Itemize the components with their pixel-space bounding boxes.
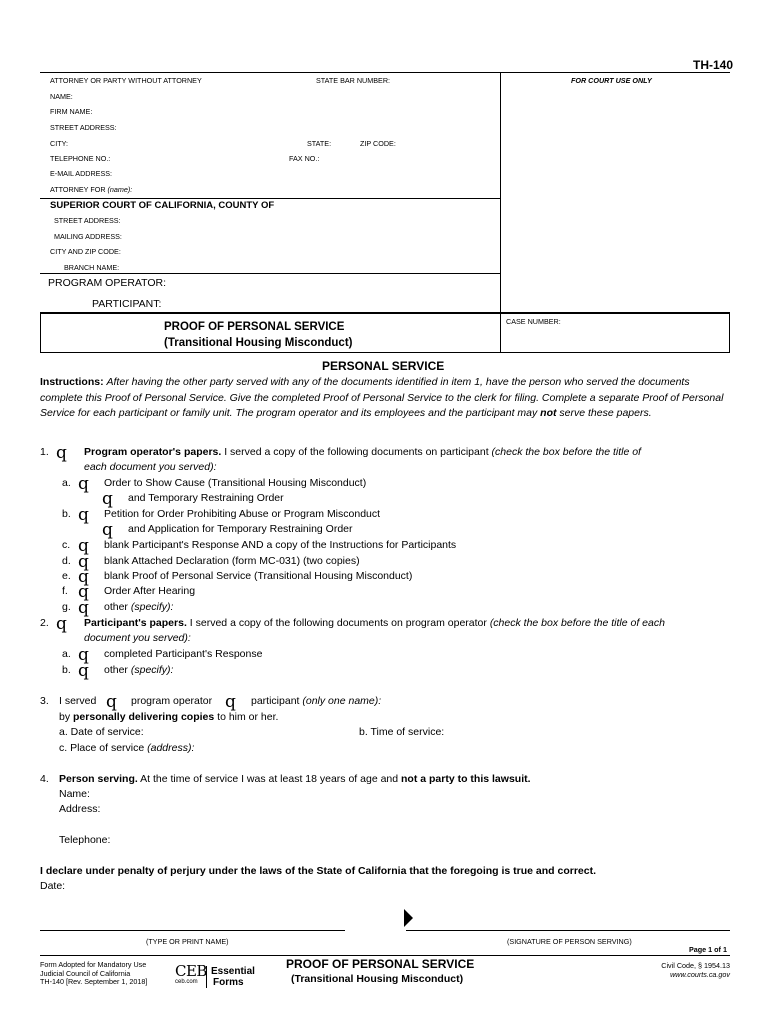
street-address-label[interactable]: STREET ADDRESS: [50,123,117,132]
item1b2-checkbox[interactable]: q [102,520,113,540]
firm-name-label[interactable]: FIRM NAME: [50,107,93,116]
header-top-border [40,72,730,73]
item4-text: At the time of service I was at least 18 years of age and [140,773,399,785]
item2-title: Participant's papers. [84,617,187,629]
item3-delivery-line [59,711,278,723]
item1d-text: blank Attached Declaration (form MC-031) (two copies) [104,555,360,567]
instructions-text: After having the other party served with any of the documents identified in item 1, have the person who served the documents complete this Proof of Personal Service. Give the completed Proof of Personal Service to the clerk for filing. Complete a separate Proof of Personal Service for each participant or family unit. The program operator and its employees and the participant may [40,376,724,419]
program-operator-label[interactable]: PROGRAM OPERATOR: [48,277,167,289]
footer-title: PROOF OF PERSONAL SERVICE [286,957,475,971]
item1e-text: blank Proof of Personal Service (Transitional Housing Misconduct) [104,570,413,582]
signature-line[interactable] [406,930,730,931]
footer-url[interactable]: www.courts.ca.gov [670,970,730,979]
item2-note-line2: document you served): [84,632,191,644]
footer-adoption [40,961,147,987]
item3-time-label[interactable]: b. Time of service: [359,726,445,738]
item1-number: 1. [40,446,49,458]
item3-participant-checkbox[interactable]: q [225,692,236,712]
footer-rule [40,955,730,956]
caption-subtitle: (Transitional Housing Misconduct) [164,337,353,349]
caption-right-border [729,312,730,353]
item3-place-note: (address): [147,742,195,754]
item3-place-line[interactable] [59,742,194,754]
instructions-not: not [540,407,557,419]
item3-operator-label: program operator [131,695,213,707]
footer-subtitle: (Transitional Housing Misconduct) [291,973,464,985]
item4-number: 4. [40,773,49,785]
item1a-checkbox[interactable]: q [78,474,89,494]
item3-place-label: c. Place of service [59,742,145,754]
item4-telephone-label[interactable]: Telephone: [59,834,111,846]
form-id: TH-140 [693,58,734,72]
item1e-checkbox[interactable]: q [78,567,89,587]
logo-divider [206,966,207,988]
type-name-label: (TYPE OR PRINT NAME) [146,937,229,946]
court-use-label: FOR COURT USE ONLY [571,76,652,85]
case-number-label[interactable]: CASE NUMBER: [506,317,561,326]
item2b-text: other [104,664,128,676]
zip-code-label[interactable]: ZIP CODE: [360,139,396,148]
participant-label[interactable]: PARTICIPANT: [92,298,162,310]
item1a-letter: a. [62,477,71,489]
item1b2-text: and Application for Temporary Restraining Order [128,523,353,535]
essential-forms-line1: Essential [211,966,255,977]
caption-title: PROOF OF PERSONAL SERVICE [164,321,345,333]
date-label[interactable]: Date: [40,880,66,892]
item3-participant-label: participant [251,695,300,707]
attorney-for-name-note: (name): [107,185,133,194]
item1a2-checkbox[interactable]: q [102,489,113,509]
essential-forms-line2: Forms [213,977,244,988]
item4-title: Person serving. [59,773,138,785]
declaration: I declare under penalty of perjury under the laws of the State of California that the foregoing is true and correct. [40,865,597,877]
item2a-text: completed Participant's Response [104,648,263,660]
item1-text: I served a copy of the following documents on participant [224,446,489,458]
item1a-text: Order to Show Cause (Transitional Housing Misconduct) [104,477,367,489]
item1b-checkbox[interactable]: q [78,505,89,525]
item1a2-text: and Temporary Restraining Order [128,492,284,504]
signature-arrow-icon [404,909,413,927]
item2b-line [104,664,173,676]
fax-label[interactable]: FAX NO.: [289,154,320,163]
city-label[interactable]: CITY: [50,139,68,148]
footer-adopted-line2: Judicial Council of California [40,968,131,978]
item1b-text: Petition for Order Prohibiting Abuse or Program Misconduct [104,508,381,520]
item1c-text: blank Participant's Response AND a copy of the Instructions for Participants [104,539,457,551]
item1g-letter: g. [62,601,71,613]
item3-operator-checkbox[interactable]: q [106,692,117,712]
item1f-text: Order After Hearing [104,585,196,597]
attorney-label: ATTORNEY OR PARTY WITHOUT ATTORNEY [50,76,202,85]
item2-text: I served a copy of the following documents on program operator [189,617,487,629]
item3-delivering: personally delivering copies [73,711,215,723]
email-label[interactable]: E-MAIL ADDRESS: [50,169,113,178]
name-label[interactable]: NAME: [50,92,73,101]
caption-border [40,312,730,314]
signature-label: (SIGNATURE OF PERSON SERVING) [507,937,632,946]
item4-address-label[interactable]: Address: [59,803,101,815]
item1g-line [104,601,173,613]
instructions-label: Instructions: [40,376,104,388]
item2a-checkbox[interactable]: q [78,645,89,665]
ceb-url: ceb.com [175,979,198,985]
item2-number: 2. [40,617,49,629]
telephone-label[interactable]: TELEPHONE NO.: [50,154,111,163]
court-street-label[interactable]: STREET ADDRESS: [54,216,121,225]
caption-bottom-border [40,352,730,353]
item4-line [59,773,531,785]
instructions-text-end: serve these papers. [559,407,652,419]
court-section-border [40,198,500,199]
item1d-letter: d. [62,555,71,567]
section-title: PERSONAL SERVICE [322,359,445,373]
attorney-for-label[interactable] [50,185,132,194]
print-name-line[interactable] [40,930,345,931]
item3-number: 3. [40,695,49,707]
item1c-checkbox[interactable]: q [78,536,89,556]
item1d-checkbox[interactable]: q [78,552,89,572]
footer-code: Civil Code, § 1954.13 [661,961,730,970]
court-title: SUPERIOR COURT OF CALIFORNIA, COUNTY OF [50,200,275,211]
item2b-letter: b. [62,664,71,676]
item1g-checkbox[interactable]: q [78,598,89,618]
item2b-note[interactable]: (specify): [130,664,174,676]
item3-by: by [59,711,71,723]
item3-served: I served [59,695,97,707]
item2a-letter: a. [62,648,71,660]
essential-forms-logo [211,966,255,988]
court-city-zip-label[interactable]: CITY AND ZIP CODE: [50,247,121,256]
item1c-letter: c. [62,539,71,551]
item4-name-label[interactable]: Name: [59,788,90,800]
item1f-letter: f. [62,585,68,597]
state-label[interactable]: STATE: [307,139,332,148]
court-use-divider [500,72,501,353]
instructions [40,375,728,422]
caption-left-border [40,312,41,353]
item2-note: (check the box before the title of each [489,617,665,629]
parties-border [40,273,500,274]
court-branch-label[interactable]: BRANCH NAME: [64,263,120,272]
item4-not-party: not a party to this lawsuit. [401,773,531,785]
item1f-checkbox[interactable]: q [78,582,89,602]
item1-title: Program operator's papers. [84,446,222,458]
item1-checkbox[interactable]: q [56,443,67,463]
item2b-checkbox[interactable]: q [78,661,89,681]
item1-heading [84,446,641,458]
court-mailing-label[interactable]: MAILING ADDRESS: [54,232,122,241]
item3-one-name[interactable]: (only one name): [302,695,382,707]
item1-note: (check the box before the title of [491,446,641,458]
item3-date-label[interactable]: a. Date of service: [59,726,144,738]
footer-adopted-line1: Form Adopted for Mandatory Use [40,960,147,969]
item1e-letter: e. [62,570,71,582]
attorney-for-text: ATTORNEY FOR [50,185,106,194]
item2-heading [84,617,665,629]
item1b-letter: b. [62,508,71,520]
item3-to-him: to him or her. [217,711,279,723]
page-number: Page 1 of 1 [689,945,727,954]
ceb-logo-text: CEB [175,962,207,980]
footer-adopted-line3: TH-140 [Rev. September 1, 2018] [40,977,148,986]
item3-participant-line [251,695,381,707]
ceb-logo [175,964,207,986]
item1g-text: other [104,601,128,613]
state-bar-label: STATE BAR NUMBER: [316,76,391,85]
item1g-note[interactable]: (specify): [130,601,174,613]
item1-note-line2: each document you served): [84,461,217,473]
footer-citation [661,961,730,979]
item2-checkbox[interactable]: q [56,614,67,634]
